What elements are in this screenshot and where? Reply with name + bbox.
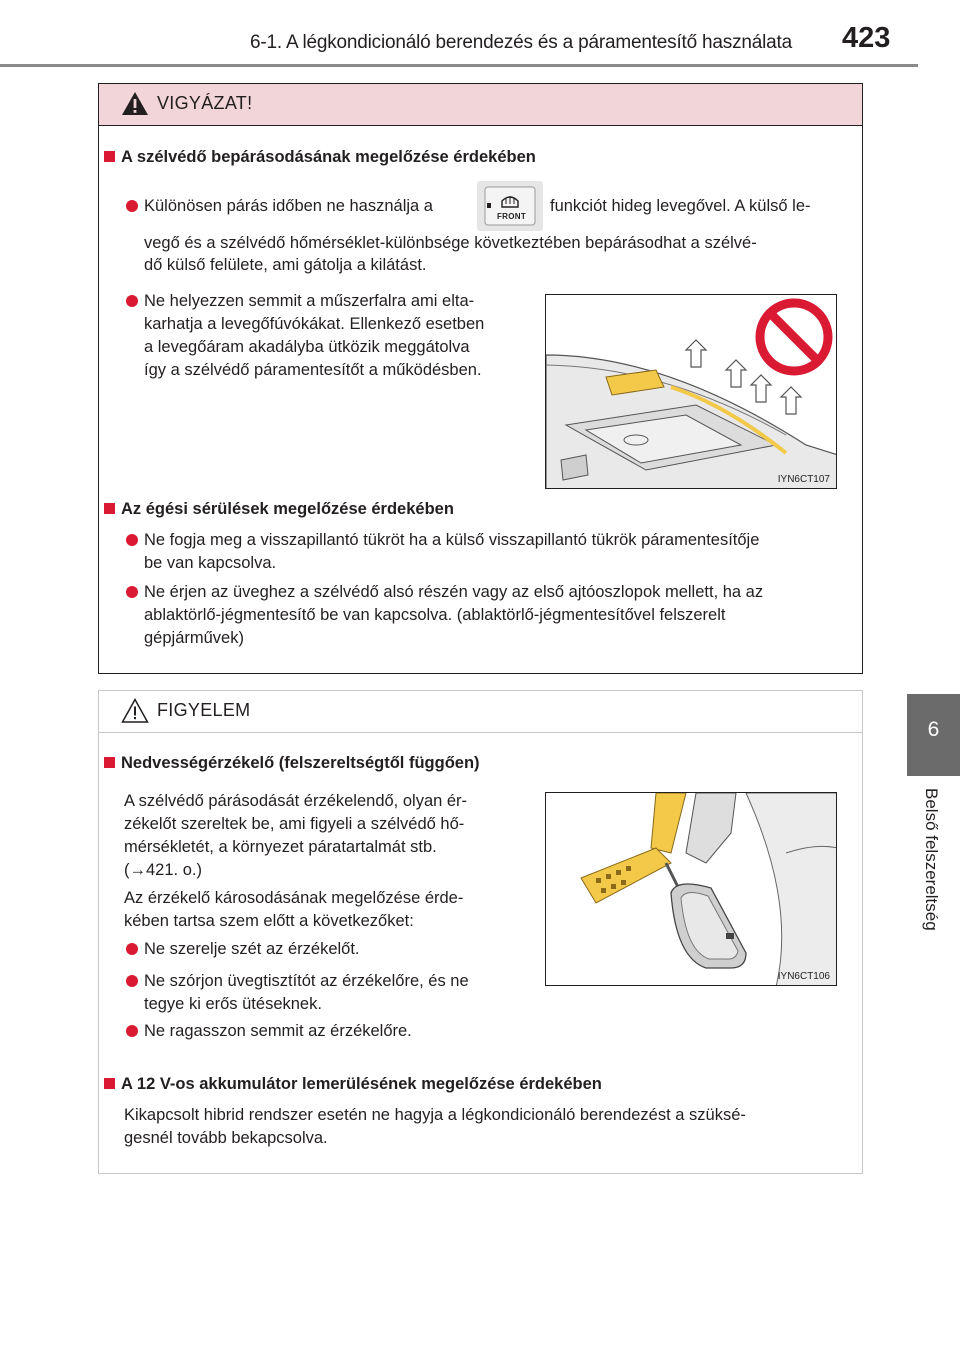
defog-bullet2-line1: Ne helyezzen semmit a műszerfalra ami elta- bbox=[144, 292, 475, 310]
sensor-p1-line1: A szélvédő párásodását érzékelendő, olyan ér- bbox=[124, 792, 468, 810]
chapter-title: 6-1. A légkondicionáló berendezés és a páramentesítő használata bbox=[250, 32, 792, 53]
mirror-sensor-illustration bbox=[546, 793, 837, 986]
chapter-side-label-text: Belső felszereltség bbox=[922, 788, 941, 931]
red-square-icon bbox=[104, 1078, 115, 1089]
sensor-bullet2-line1: Ne szórjon üvegtisztítót az érzékelőre, és ne bbox=[144, 972, 469, 990]
notice-title: FIGYELEM bbox=[157, 700, 251, 720]
sensor-figure bbox=[545, 792, 837, 986]
warning-heading-defog: A szélvédő bepárásodásának megelőzése érdekében bbox=[104, 146, 536, 169]
red-bullet-icon bbox=[126, 534, 138, 546]
figure-code-1: IYN6CT107 bbox=[777, 474, 830, 485]
chapter-tab[interactable] bbox=[907, 694, 960, 776]
warning-triangle-icon bbox=[121, 91, 149, 116]
page-number: 423 bbox=[842, 22, 891, 54]
red-square-icon bbox=[104, 503, 115, 514]
notice-heading-sensor: Nedvességérzékelő (felszereltségtől függően) bbox=[104, 752, 480, 775]
notice-title-bar bbox=[99, 691, 862, 733]
front-button-label: FRONT bbox=[497, 212, 527, 221]
chapter-tab-number: 6 bbox=[927, 718, 940, 741]
sensor-p1-line3: mérsékletét, a környezet páratartalmát stb. bbox=[124, 838, 437, 856]
figure-code-2: IYN6CT106 bbox=[777, 971, 830, 982]
sensor-p1-line4: (→421. o.) bbox=[124, 861, 202, 879]
header-rule bbox=[0, 64, 918, 67]
burn-bullet2-line2: ablaktörlő-jégmentesítő be van kapcsolva. (ablaktörlő-jégmentesítővel felszerelt bbox=[144, 606, 726, 624]
red-bullet-icon bbox=[126, 943, 138, 955]
chapter-side-label bbox=[913, 788, 941, 963]
defog-bullet1-text-c: vegő és a szélvédő hőmérséklet-különbsége következtében bepárásodhat a szélvé- bbox=[144, 234, 757, 252]
sensor-p2-line2: kében tartsa szem előtt a következőket: bbox=[124, 912, 414, 930]
sensor-bullet2-line2: tegye ki erős ütéseknek. bbox=[144, 995, 322, 1013]
red-square-icon bbox=[104, 757, 115, 768]
sensor-p2-line1: Az érzékelő károsodásának megelőzése érde- bbox=[124, 889, 464, 907]
dashboard-illustration bbox=[546, 295, 837, 489]
red-bullet-icon bbox=[126, 975, 138, 987]
caution-triangle-icon bbox=[121, 698, 149, 723]
burn-bullet1-line1: Ne fogja meg a visszapillantó tükröt ha a külső visszapillantó tükrök páramentesítője bbox=[144, 531, 760, 549]
red-bullet-icon bbox=[126, 295, 138, 307]
defog-bullet2-line3: a levegőáram akadályba ütközik meggátolva bbox=[144, 338, 470, 356]
defog-bullet2-line4: így a szélvédő páramentesítőt a működésben. bbox=[144, 361, 482, 379]
burn-bullet2-line3: gépjárművek) bbox=[144, 629, 244, 647]
burn-bullet1-line2: be van kapcsolva. bbox=[144, 554, 277, 572]
page-header bbox=[0, 0, 960, 70]
red-square-icon bbox=[104, 151, 115, 162]
defog-bullet2-line2: karhatja a levegőfúvókákat. Ellenkező esetben bbox=[144, 315, 485, 333]
red-bullet-icon bbox=[126, 200, 138, 212]
warning-title-bar bbox=[99, 84, 862, 126]
battery-text-line1: Kikapcsolt hibrid rendszer esetén ne hagyja a légkondicionáló berendezést a szüksé- bbox=[124, 1106, 746, 1124]
defog-bullet1-text-d: dő külső felülete, ami gátolja a kilátást. bbox=[144, 256, 427, 274]
defog-bullet1-text-a: Különösen párás időben ne használja a bbox=[144, 197, 433, 215]
dashboard-figure bbox=[545, 294, 837, 489]
sensor-bullet1: Ne szerelje szét az érzékelőt. bbox=[144, 940, 360, 958]
red-bullet-icon bbox=[126, 586, 138, 598]
front-defroster-button-icon bbox=[477, 181, 543, 231]
burn-bullet2-line1: Ne érjen az üveghez a szélvédő alsó részén vagy az első ajtóoszlopok mellett, ha az bbox=[144, 583, 764, 601]
defog-bullet1-text-b: funkciót hideg levegővel. A külső le- bbox=[550, 197, 811, 215]
notice-heading-battery: A 12 V-os akkumulátor lemerülésének megelőzése érdekében bbox=[104, 1073, 602, 1096]
sensor-bullet3: Ne ragasszon semmit az érzékelőre. bbox=[144, 1022, 412, 1040]
warning-heading-burn: Az égési sérülések megelőzése érdekében bbox=[104, 498, 454, 521]
sensor-p1-line2: zékelőt szereltek be, ami figyeli a szélvédő hő- bbox=[124, 815, 465, 833]
battery-text-line2: gesnél tovább bekapcsolva. bbox=[124, 1129, 328, 1147]
warning-title: VIGYÁZAT! bbox=[157, 93, 253, 113]
red-bullet-icon bbox=[126, 1025, 138, 1037]
